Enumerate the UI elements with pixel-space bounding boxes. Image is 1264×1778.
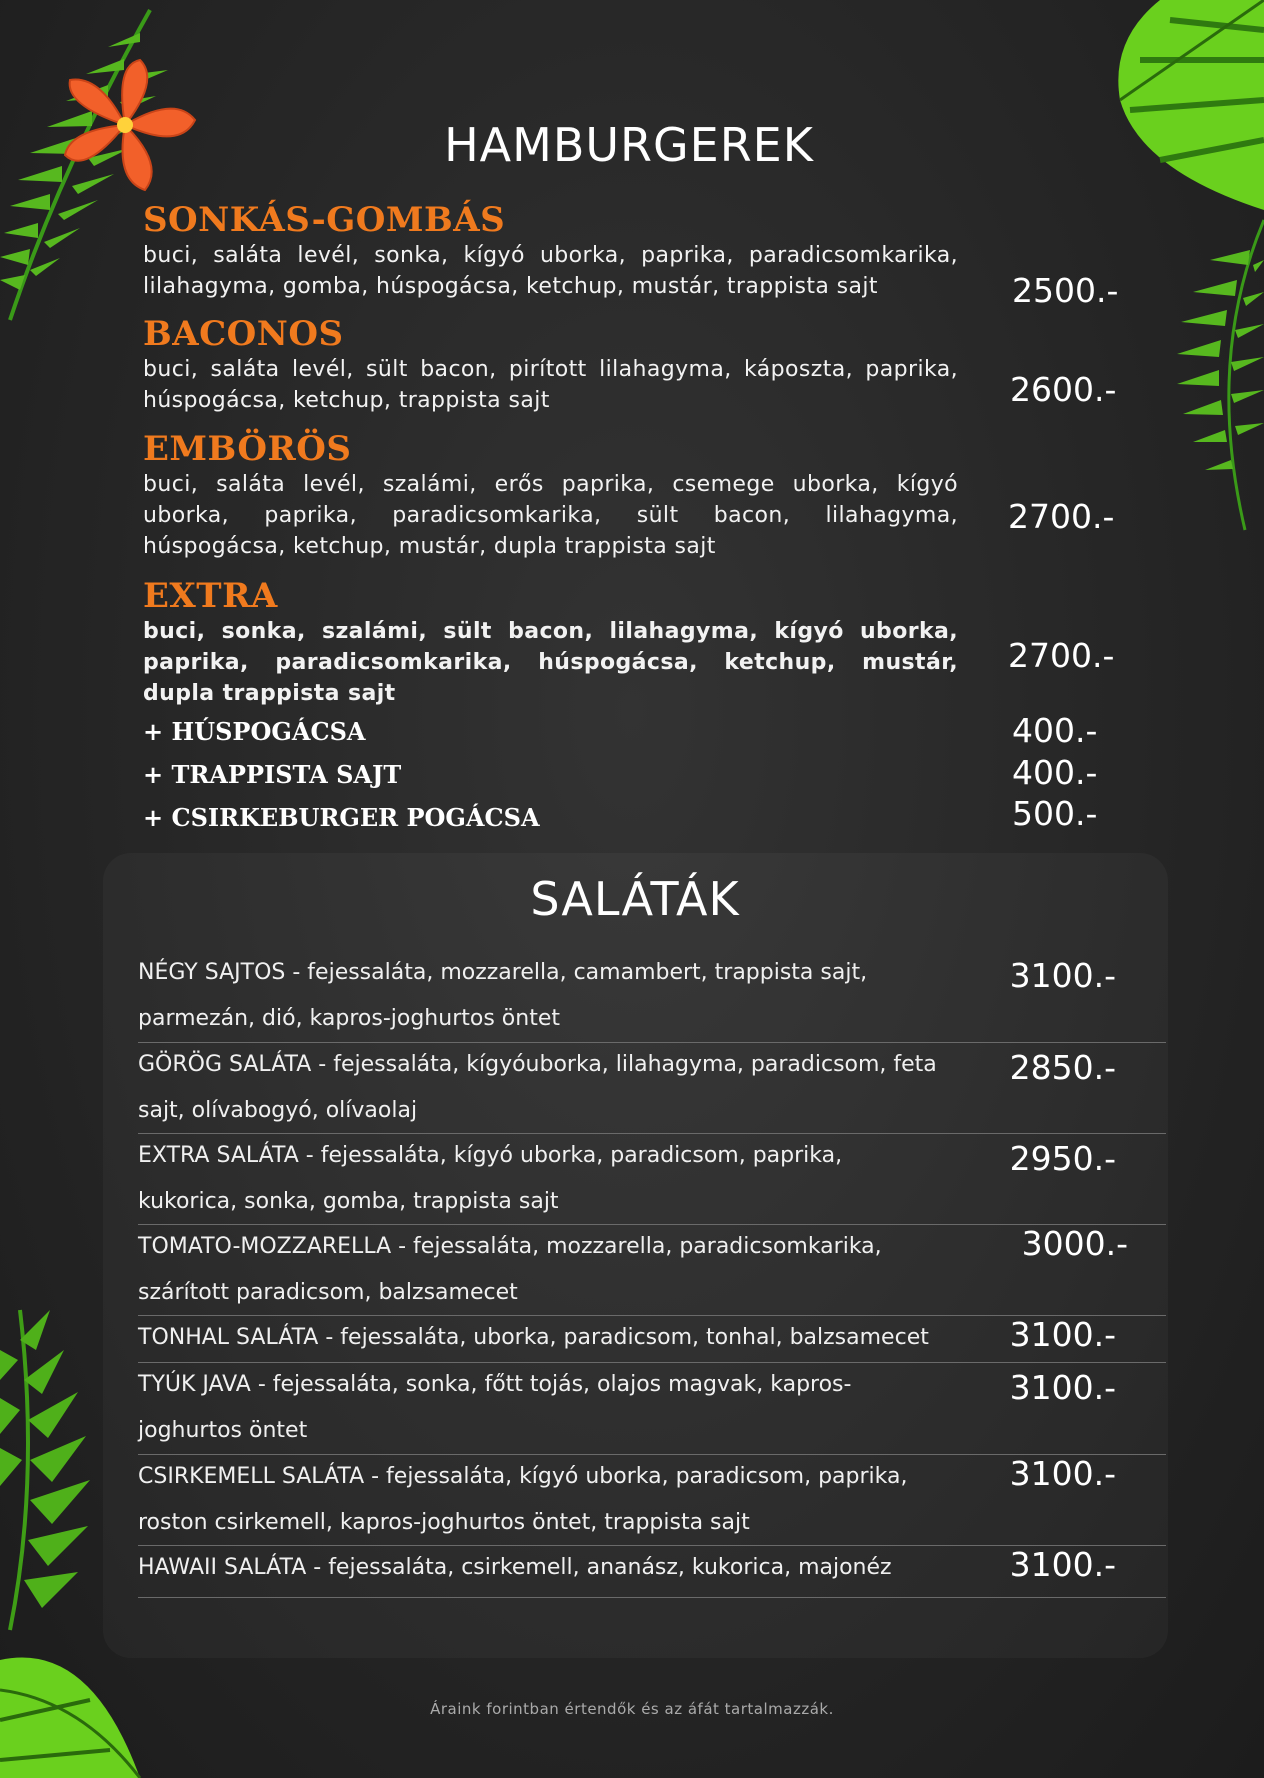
burger-name: SONKÁS-GOMBÁS xyxy=(143,200,506,240)
burger-item xyxy=(143,200,1143,302)
salad-row xyxy=(138,1224,1166,1316)
burger-item xyxy=(143,429,1143,562)
salad-description: TOMATO-MOZZARELLA - fejessaláta, mozzarella, paradicsomkarika, szárított paradicsom, balzsamecet xyxy=(138,1234,882,1305)
burger-name: EMBÖRÖS xyxy=(143,429,352,469)
salad-price: 3100.- xyxy=(1009,1315,1116,1354)
salads-section-title: SALÁTÁK xyxy=(530,872,740,926)
salad-row xyxy=(138,1362,1166,1455)
extra-item-price: 400.- xyxy=(1012,753,1098,792)
price-footnote: Áraink forintban értendők és az áfát tartalmazzák. xyxy=(430,1700,834,1718)
burger-price: 2700.- xyxy=(1008,497,1115,536)
salad-row xyxy=(138,950,1166,1043)
salad-description: HAWAII SALÁTA - fejessaláta, csirkemell, ananász, kukorica, majonéz xyxy=(138,1555,892,1580)
burger-price: 2500.- xyxy=(1012,271,1119,310)
salad-row xyxy=(138,1454,1166,1546)
salad-row xyxy=(138,1315,1166,1363)
salad-description: TYÚK JAVA - fejessaláta, sonka, főtt tojás, olajos magvak, kapros-joghurtos öntet xyxy=(138,1372,852,1443)
salad-price: 2950.- xyxy=(1009,1139,1116,1178)
salad-description: NÉGY SAJTOS - fejessaláta, mozzarella, camambert, trappista sajt, parmezán, dió, kapros-joghurtos öntet xyxy=(138,960,868,1031)
salad-description: GÖRÖG SALÁTA - fejessaláta, kígyóuborka, lilahagyma, paradicsom, feta sajt, olívabogyó, olívaolaj xyxy=(138,1052,937,1123)
salad-price: 3100.- xyxy=(1009,1454,1116,1493)
extra-item-label: + TRAPPISTA SAJT xyxy=(143,760,402,789)
burger-item xyxy=(143,576,1143,709)
burger-name: BACONOS xyxy=(143,314,344,354)
extra-item-label: + CSIRKEBURGER POGÁCSA xyxy=(143,803,540,832)
burger-price: 2600.- xyxy=(1010,370,1117,409)
monstera-leaf-top-right-icon xyxy=(1100,0,1264,220)
salad-price: 2850.- xyxy=(1009,1048,1116,1087)
burger-price: 2700.- xyxy=(1008,636,1115,675)
salad-price: 3100.- xyxy=(1009,1545,1116,1584)
salad-price: 3100.- xyxy=(1009,1368,1116,1407)
salad-row xyxy=(138,1042,1166,1134)
burger-description: buci, saláta levél, sült bacon, pirított lilahagyma, káposzta, paprika, húspogácsa, ketchup, trappista sajt xyxy=(143,357,958,413)
salad-price: 3100.- xyxy=(1009,956,1116,995)
salad-description: EXTRA SALÁTA - fejessaláta, kígyó uborka, paradicsom, paprika, kukorica, sonka, gomba, trappista sajt xyxy=(138,1143,843,1214)
salad-row xyxy=(138,1133,1166,1225)
salad-row xyxy=(138,1545,1166,1598)
salad-description: CSIRKEMELL SALÁTA - fejessaláta, kígyó uborka, paradicsom, paprika, roston csirkemell, kapros-joghurtos öntet, trappista sajt xyxy=(138,1464,908,1535)
burger-name: EXTRA xyxy=(143,576,278,616)
extra-item-price: 500.- xyxy=(1012,794,1098,833)
burgers-section-title: HAMBURGEREK xyxy=(444,118,814,172)
extra-item-label: + HÚSPOGÁCSA xyxy=(143,717,366,746)
fern-leaf-right-icon xyxy=(1125,210,1264,540)
extra-item-price: 400.- xyxy=(1012,711,1098,750)
salad-description: TONHAL SALÁTA - fejessaláta, uborka, paradicsom, tonhal, balzsamecet xyxy=(138,1325,929,1350)
salad-price: 3000.- xyxy=(1021,1224,1128,1263)
burger-description: buci, saláta levél, szalámi, erős paprika, csemege uborka, kígyó uborka, paprika, paradicsomkarika, sült bacon, lilahagyma, húspogácsa, ketchup, mustár, dupla trappista sajt xyxy=(143,472,958,559)
burger-description: buci, sonka, szalámi, sült bacon, lilahagyma, kígyó uborka, paprika, paradicsomkarika, húspogácsa, ketchup, mustár, dupla trappista sajt xyxy=(143,619,958,706)
burger-item xyxy=(143,314,1143,416)
burger-description: buci, saláta levél, sonka, kígyó uborka, paprika, paradicsomkarika, lilahagyma, gomba, húspogácsa, ketchup, mustár, trappista sajt xyxy=(143,243,958,299)
